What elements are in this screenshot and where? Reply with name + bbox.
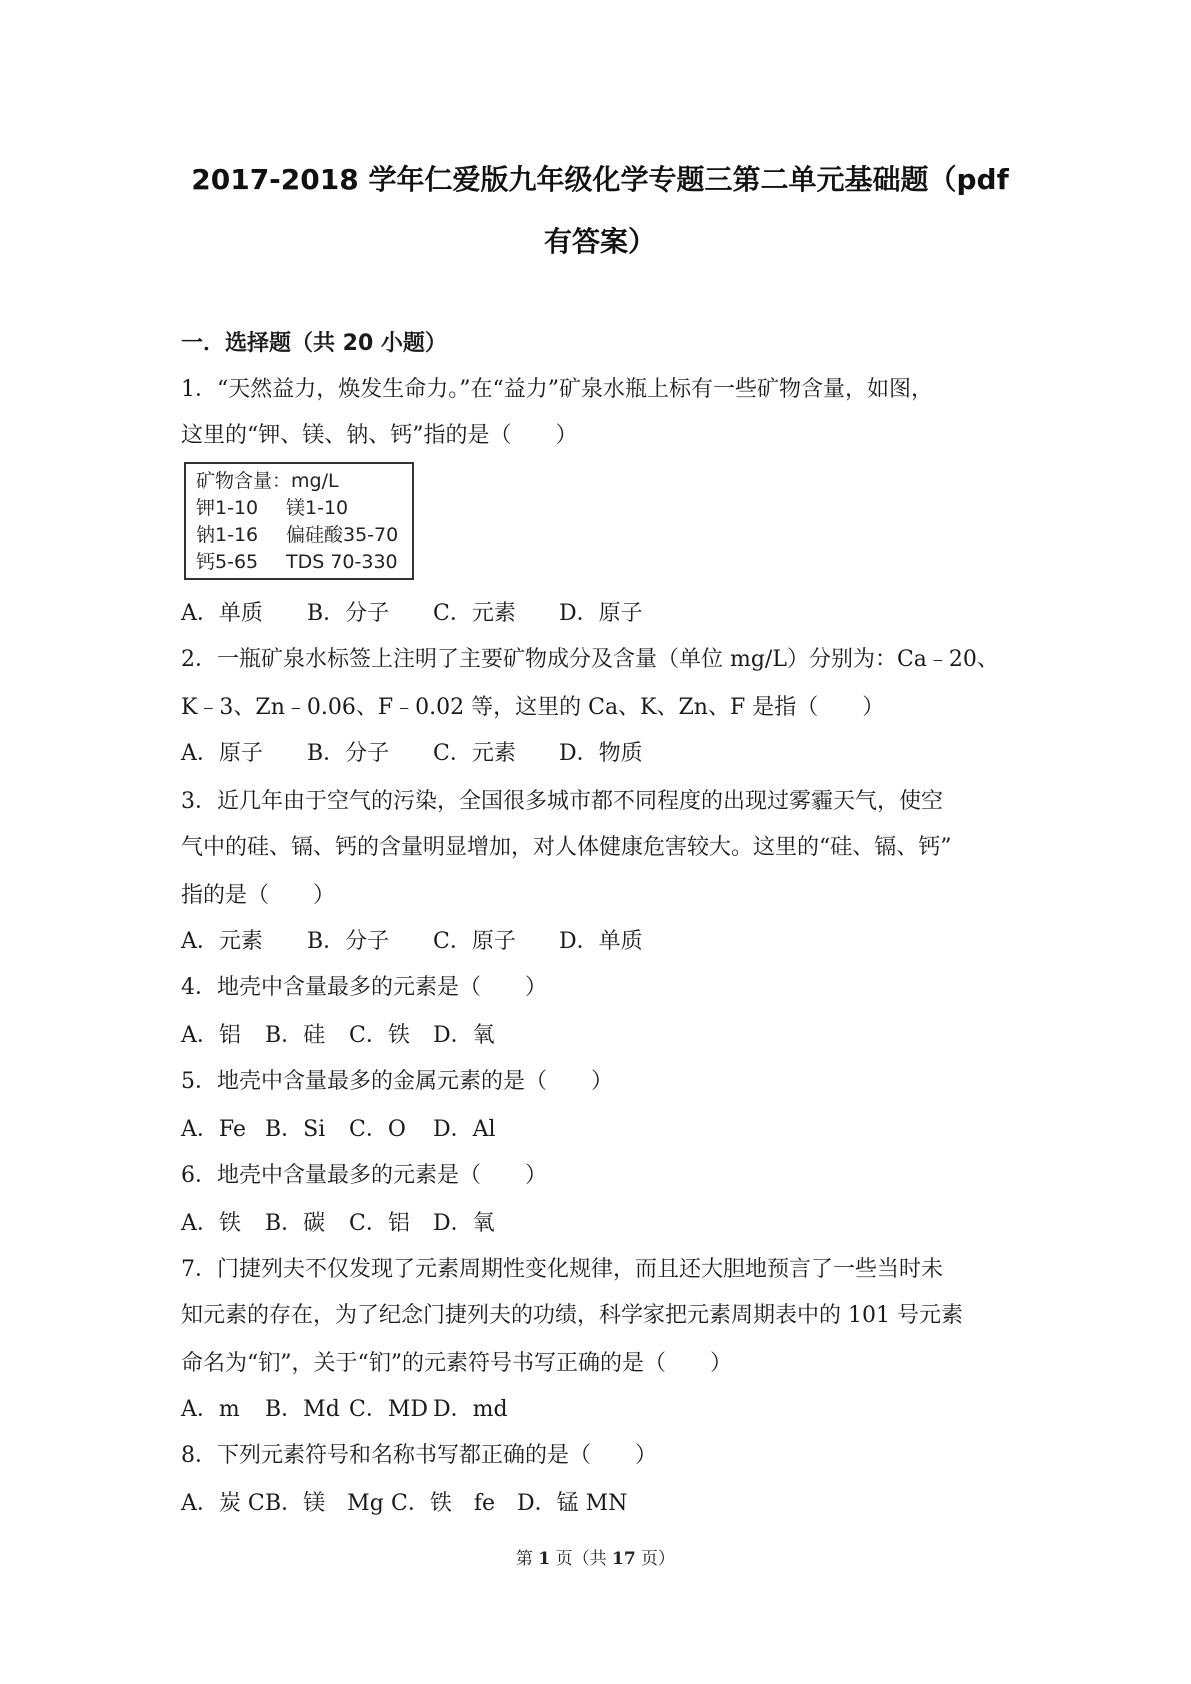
option-d: D．锰 MN: [517, 1491, 628, 1516]
question-1-options: [181, 596, 643, 627]
option-c: C．MD: [349, 1397, 428, 1422]
question-5-options: [181, 1112, 496, 1143]
page-number: 1: [538, 1549, 551, 1569]
option-c: C．元素: [433, 601, 516, 626]
question-6-options: [181, 1206, 495, 1237]
option-a: A．Fe: [181, 1117, 246, 1142]
mineral-header: 矿物含量：mg/L: [196, 470, 339, 492]
question-3-options: [181, 924, 643, 955]
question-6-line-1: 6．地壳中含量最多的元素是（ ）: [181, 1163, 547, 1188]
question-1-line-1: 1．“天然益力，焕发生命力。”在“益力”矿泉水瓶上标有一些矿物含量，如图，: [181, 377, 933, 402]
question-3-line-2: 气中的硅、镉、钙的含量明显增加，对人体健康危害较大。这里的“硅、镉、钙”: [181, 835, 952, 860]
option-d: D．氧: [433, 1211, 495, 1236]
mineral-cell: 钙5-65: [196, 551, 259, 573]
option-b: B．硅: [265, 1023, 326, 1048]
question-4-options: [181, 1018, 495, 1049]
mineral-cell: TDS 70-330: [286, 551, 398, 573]
option-c: C．铁: [349, 1023, 410, 1048]
option-b: B．分子: [307, 601, 390, 626]
question-7-options: [181, 1392, 508, 1423]
option-d: D．原子: [559, 601, 643, 626]
option-d: D．物质: [559, 741, 643, 766]
question-8-options: [181, 1486, 627, 1517]
mineral-content-figure: [184, 462, 414, 580]
document-title-line-2: 有答案）: [543, 225, 656, 258]
option-c: C．O: [349, 1117, 406, 1142]
option-d: D．氧: [433, 1023, 495, 1048]
document-title-line-1: 2017-2018 学年仁爱版九年级化学专题三第二单元基础题（pdf: [191, 163, 1009, 196]
option-a: A．单质: [181, 601, 263, 626]
option-c: C．元素: [433, 741, 516, 766]
mineral-row: [196, 495, 402, 522]
option-a: A．原子: [181, 741, 263, 766]
section-heading: 一．选择题（共 20 小题）: [181, 331, 447, 356]
question-2-line-2: K﹣3、Zn﹣0.06、F﹣0.02 等，这里的 Ca、K、Zn、F 是指（ ）: [181, 695, 885, 720]
question-3-line-1: 3．近几年由于空气的污染，全国很多城市都不同程度的出现过雾霾天气，使空: [181, 789, 943, 814]
question-8-line-1: 8．下列元素符号和名称书写都正确的是（ ）: [181, 1443, 657, 1468]
option-a: A．m: [181, 1397, 240, 1422]
mineral-row: [196, 522, 402, 549]
page-footer: [0, 1544, 1191, 1569]
question-1-line-2: 这里的“钾、镁、钠、钙”指的是（ ）: [181, 423, 578, 448]
option-a: A．铁: [181, 1211, 241, 1236]
option-c: C．原子: [433, 929, 516, 954]
question-7-line-1: 7．门捷列夫不仅发现了元素周期性变化规律，而且还大胆地预言了一些当时未: [181, 1257, 943, 1282]
option-a: A．炭 C: [181, 1491, 265, 1516]
option-b: B．镁 Mg: [265, 1491, 384, 1516]
option-b: B．Md: [265, 1397, 340, 1422]
question-7-line-3: 命名为“钔”，关于“钔”的元素符号书写正确的是（ ）: [181, 1351, 732, 1376]
question-2-line-1: 2．一瓶矿泉水标签上注明了主要矿物成分及含量（单位 mg/L）分别为：Ca﹣20、: [181, 647, 999, 672]
option-a: A．铝: [181, 1023, 241, 1048]
question-2-options: [181, 736, 643, 767]
option-a: A．元素: [181, 929, 263, 954]
option-d: D．Al: [433, 1117, 496, 1142]
option-c: C．铁 fe: [391, 1491, 495, 1516]
question-5-line-1: 5．地壳中含量最多的金属元素的是（ ）: [181, 1069, 613, 1094]
footer-suffix: 页）: [635, 1549, 676, 1569]
option-b: B．Si: [265, 1117, 326, 1142]
question-4-line-1: 4．地壳中含量最多的元素是（ ）: [181, 975, 547, 1000]
question-3-line-3: 指的是（ ）: [181, 883, 336, 908]
option-b: B．分子: [307, 741, 390, 766]
option-b: B．分子: [307, 929, 390, 954]
mineral-cell: 钠1-16: [196, 524, 259, 546]
question-7-line-2: 知元素的存在，为了纪念门捷列夫的功绩，科学家把元素周期表中的 101 号元素: [181, 1303, 963, 1328]
option-b: B．碳: [265, 1211, 326, 1236]
mineral-cell: 钾1-10: [196, 497, 259, 519]
option-d: D．单质: [559, 929, 643, 954]
footer-middle: 页（共: [550, 1549, 612, 1569]
mineral-row: [196, 549, 402, 576]
footer-prefix: 第: [515, 1549, 539, 1569]
mineral-cell: 镁1-10: [286, 497, 349, 519]
option-c: C．铝: [349, 1211, 410, 1236]
option-d: D．md: [433, 1397, 508, 1422]
page-total: 17: [611, 1549, 636, 1569]
mineral-cell: 偏硅酸35-70: [286, 524, 399, 546]
